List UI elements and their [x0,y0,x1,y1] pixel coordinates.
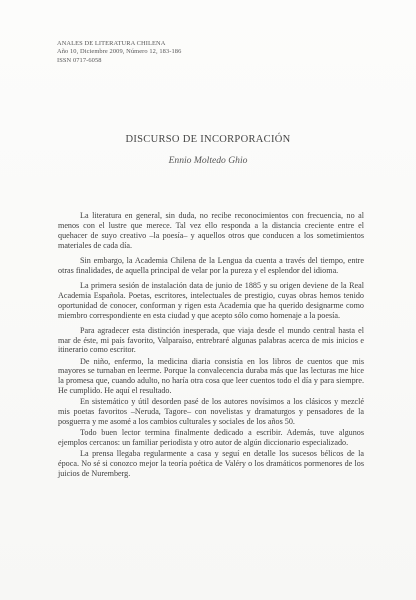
body-paragraph: La primera sesión de instalación data de junio de 1885 y su origen deviene de la Real Academia Española. Poetas, escritores, intelectuales de prestigio, cuyas obras hemos tenido oportunidad de conocer, conforman y rigen esta Academia que ha querido designarme como miembro correspondiente en esta ciudad y que acepto sólo como homenaje a la poesía. [58,280,364,320]
journal-name: ANALES DE LITERATURA CHILENA [57,40,166,47]
body-paragraph: Todo buen lector termina finalmente dedicado a escribir. Además, tuve algunos ejemplos cercanos: un familiar periodista y otro autor de algún diccionario especializado. [58,428,364,448]
journal-header [57,40,307,65]
body-paragraph: La literatura en general, sin duda, no recibe reconocimientos con frecuencia, no al menos con el lustre que merece. Tal vez ello responda a la distancia creciente entre el quehacer de suyo creativo –la poesía– y aquellos otros que conducen a los sometimientos materiales de cada día. [58,211,364,250]
article-title: DISCURSO DE INCORPORACIÓN [125,134,291,145]
article-author: Ennio Moltedo Ghio [168,155,248,166]
body-paragraph: En sistemático y útil desorden pasé de los autores novísimos a los clásicos y mezclé mis poetas favoritos –Neruda, Tagore– con novelistas y dramaturgos y pensadores de la posguerra y me asomé a los cambios culturales y sociales de los años 50. [58,397,364,427]
journal-issue: Año 10, Diciembre 2009, Número 12, 183-186 [57,48,182,56]
body-paragraph: Para agradecer esta distinción inesperada, que viaja desde el mundo central hasta el mar de éste, mi país favorito, Valparaíso, entrebraré algunas palabras acerca de mis inicios e itinerario como escritor. [58,325,364,355]
journal-issn: ISSN 0717-6058 [57,56,102,64]
body-paragraph: Sin embargo, la Academia Chilena de la Lengua da cuenta a través del tiempo, entre otras finalidades, de aquella principal de velar por la pureza y el esplendor del idioma. [58,255,364,275]
article-body [58,211,364,480]
body-paragraph: De niño, enfermo, la medicina diaria consistía en los libros de cuentos que mis mayores se turnaban en leerme. Porque la convalecencia duraba más que las lecturas me hice la promesa que, cuando adulto, no haría otra cosa que leer cuentos todo el día y para siempre. He cumplido. He aquí el resultado. [58,356,364,396]
body-paragraph: La prensa llegaba regularmente a casa y seguí en detalle los sucesos bélicos de la época. No sé si conozco mejor la teoría poética de Valéry o los dramáticos pormenores de los juicios de Nuremberg. [58,449,364,479]
